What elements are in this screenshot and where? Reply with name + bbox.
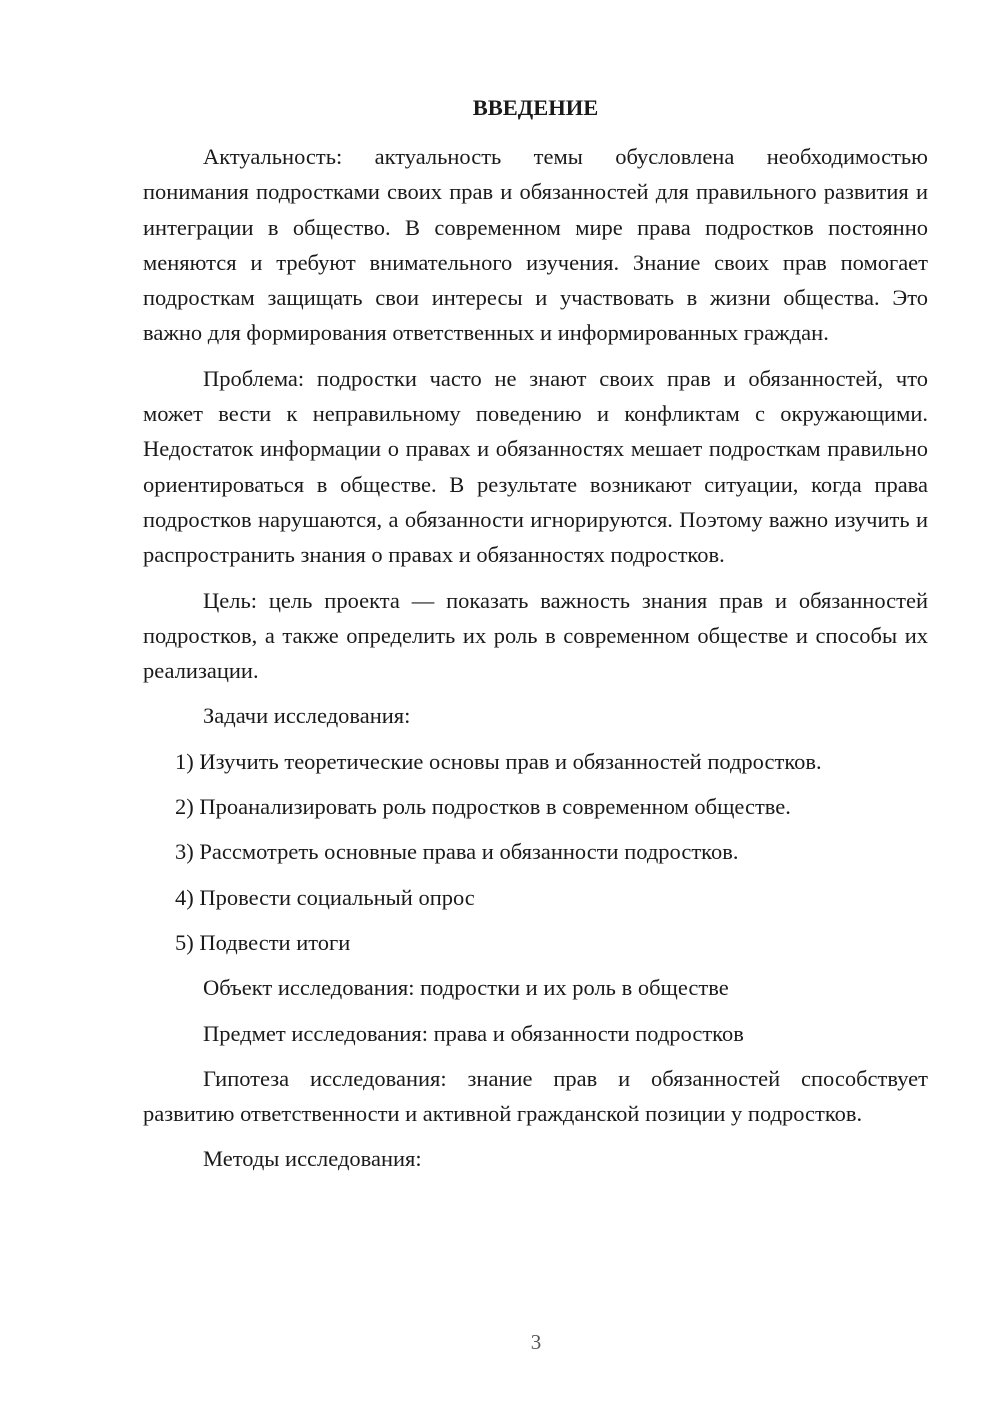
- task-item: 2) Проанализировать роль подростков в современном обществе.: [175, 794, 791, 820]
- section-heading: ВВЕДЕНИЕ: [472, 95, 599, 120]
- goal-paragraph: Цель: цель проекта — показать важность знания прав и обязанностей подростков, а также определить их роль в современном обществе и способы их реализации.: [143, 587, 928, 684]
- subject-paragraph: Предмет исследования: права и обязанности подростков: [203, 1020, 744, 1046]
- task-item: 5) Подвести итоги: [175, 929, 351, 955]
- object-paragraph: Объект исследования: подростки и их роль в обществе: [203, 975, 729, 1001]
- relevance-paragraph: Актуальность: актуальность темы обусловлена необходимостью понимания подростками своих прав и обязанностей для правильного развития и интеграции в общество. В современном мире права подростков постоянно меняются и требуют внимательного изучения. Знание своих прав помогает подросткам защищать свои интересы и участвовать в жизни общества. Это важно для формирования ответственных и информированных граждан.: [143, 144, 928, 346]
- task-item: 3) Рассмотреть основные права и обязанности подростков.: [175, 839, 739, 865]
- methods-label: Методы исследования:: [203, 1146, 422, 1172]
- document-page: [143, 90, 928, 1187]
- page-number: 3: [530, 1330, 542, 1354]
- problem-paragraph: Проблема: подростки часто не знают своих прав и обязанностей, что может вести к неправильному поведению и конфликтам с окружающими. Недостаток информации о правах и обязанностях мешает подросткам правильно ориентироваться в обществе. В результате возникают ситуации, когда права подростков нарушаются, а обязанности игнорируются. Поэтому важно изучить и распространить знания о правах и обязанностях подростков.: [143, 365, 928, 568]
- hypothesis-paragraph: Гипотеза исследования: знание прав и обязанностей способствует развитию ответственности и активной гражданской позиции у подростков.: [143, 1065, 928, 1127]
- tasks-label: Задачи исследования:: [203, 703, 411, 729]
- task-item: 4) Провести социальный опрос: [175, 884, 475, 910]
- task-item: 1) Изучить теоретические основы прав и обязанностей подростков.: [175, 748, 822, 774]
